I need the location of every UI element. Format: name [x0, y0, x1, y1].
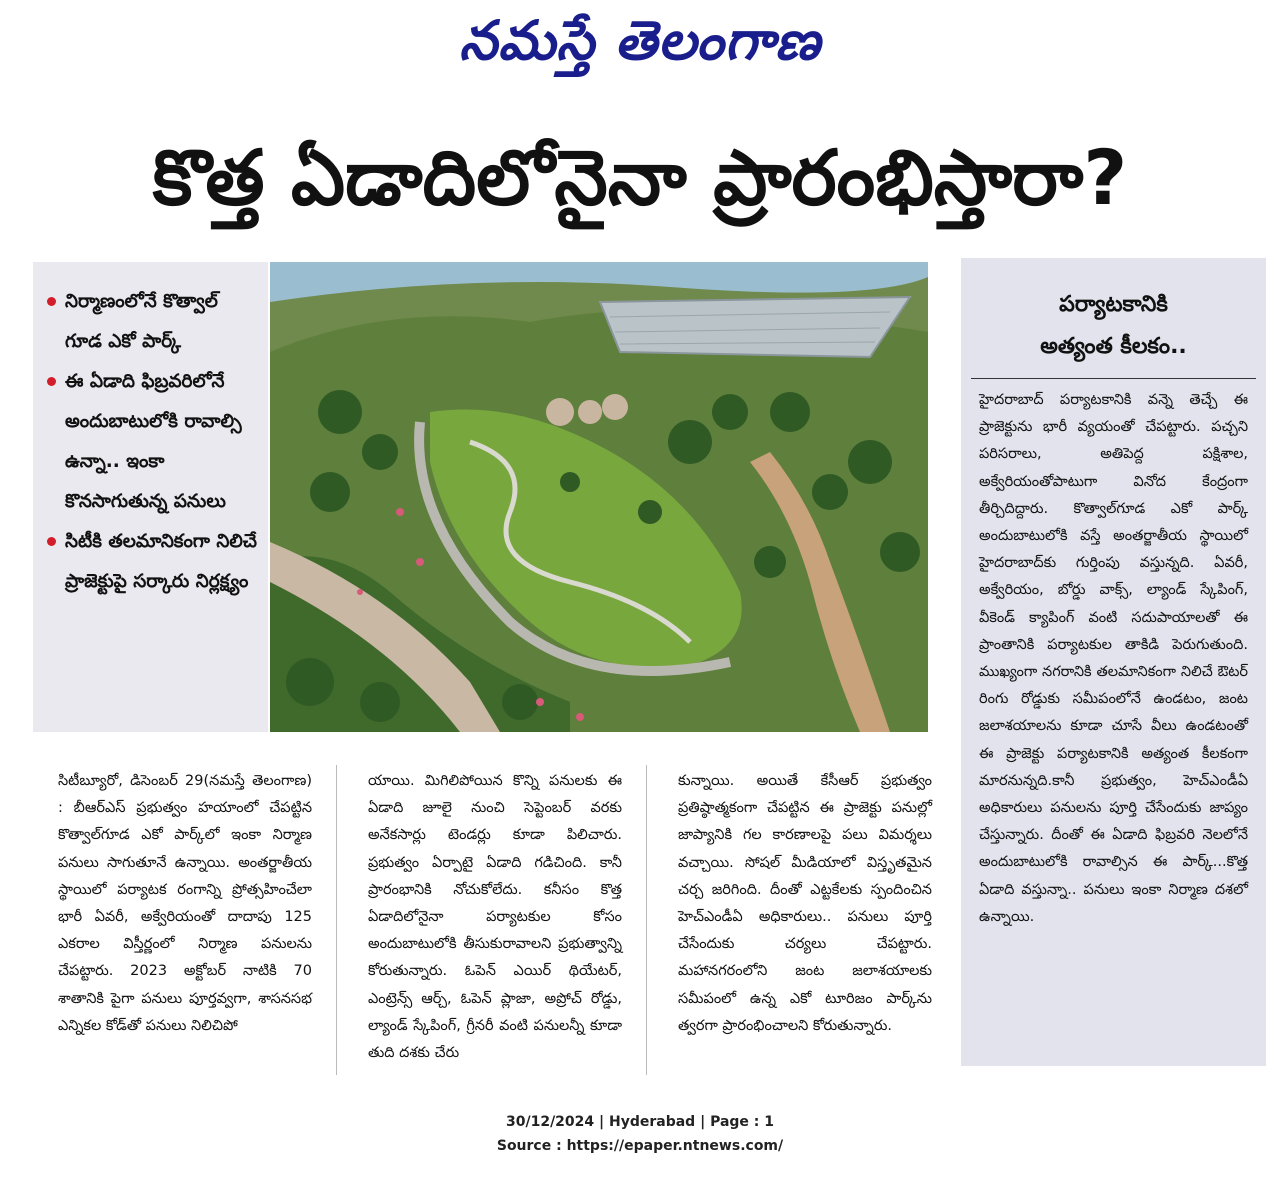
sidebar-box — [961, 258, 1266, 1066]
bullet-dot-icon — [47, 377, 56, 386]
column-divider — [646, 765, 647, 1075]
column-divider — [336, 765, 337, 1075]
footer-date-line: 30/12/2024 | Hyderabad | Page : 1 — [505, 1114, 775, 1130]
sidebar-body: హైదరాబాద్ పర్యాటకానికి వన్నె తెచ్చే ఈ ప్రాజెక్టును భారీ వ్యయంతో చేపట్టారు. పచ్చని పరిసరాలు, అతిపెద్ద పక్షిశాల, అక్వేరియంతోపాటుగా వినోద కేంద్రంగా తీర్చిదిద్దారు. కొత్వాల్‌గూడ ఎకో పార్క్ అందుబాటులోకి వస్తే అంతర్జాతీయ స్థాయిలో హైదరాబాద్‌కు గుర్తింపు వస్తున్నది. ఏవరీ, అక్వేరియం, బోర్డు వాక్స్, ల్యాండ్ స్కేపింగ్, వీకెండ్ క్యాపింగ్ వంటి సదుపాయాలతో ఈ ప్రాంతానికి పర్యాటకుల తాకిడి పెరుగుతుంది. ముఖ్యంగా నగరానికి తలమానికంగా నిలిచే ఔటర్ రింగు రోడ్డుకు సమీపంలోనే ఉండటం, జంట జలాశయాలను కూడా చూసే వీలు ఉండటంతో ఈ ప్రాజెక్టు పర్యాటకానికి అత్యంత కీలకంగా మారనున్నది.కానీ ప్రభుత్వం, హెచ్ఎండీఏ అధికారులు పనులను పూర్తి చేసేందుకు జాప్యం చేస్తున్నారు. దీంతో ఈ ఏడాది ఫిబ్రవరి నెలలోనే అందుబాటులోకి రావాల్సిన ఈ పార్క్...కొత్త ఏడాది వస్తున్నా.. పనులు ఇంకా నిర్మాణ దశలో ఉన్నాయి. — [979, 392, 1248, 925]
article-column-2: యాయి. మిగిలిపోయిన కొన్ని పనులకు ఈ ఏడాది జూలై నుంచి సెప్టెంబర్ వరకు అనేకసార్లు టెండర్లు కూడా పిలిచారు. ప్రభుత్వం ఏర్పాటై ఏడాది గడిచింది. కానీ ప్రారంభానికి నోచుకోలేదు. కనీసం కొత్త ఏడాదిలోనైనా పర్యాటకుల కోసం అందుబాటులోకి తీసుకురావాలని ప్రభుత్వాన్ని కోరుతున్నారు. ఓపెన్ ఎయిర్ థియేటర్, ఎంట్రెన్స్ ఆర్చ్, ఓపెన్ ప్లాజా, అప్రోచ్ రోడ్డు, ల్యాండ్ స్కేపింగ్, గ్రీనరీ వంటి పనులన్నీ కూడా తుది దశకు చేరు — [368, 773, 622, 1062]
footer-source-link[interactable]: Source : https://epaper.ntnews.com/ — [496, 1138, 784, 1154]
eco-park-aerial-photo — [270, 262, 928, 732]
bullet-dot-icon — [47, 537, 56, 546]
bullet-dot-icon — [47, 297, 56, 306]
masthead-logo: నమస్తే తెలంగాణ — [459, 8, 821, 72]
article-column-1: సిటీబ్యూరో, డిసెంబర్ 29(నమస్తే తెలంగాణ) : బీఆర్ఎస్ ప్రభుత్వం హయాంలో చేపట్టిన కొత్వాల్‌గూడ ఎకో పార్క్‌లో ఇంకా నిర్మాణ పనులు సాగుతూనే ఉన్నాయి. అంతర్జాతీయ స్థాయిలో పర్యాటక రంగాన్ని ప్రోత్సహించేలా భారీ ఏవరీ, అక్వేరియంతో దాదాపు 125 ఎకరాల విస్తీర్ణంలో నిర్మాణ పనులను చేపట్టారు. 2023 అక్టోబర్ నాటికి 70 శాతానికి పైగా పనులు పూర్తవ్వగా, శాసనసభ ఎన్నికల కోడ్‌తో పనులు నిలిచిపో — [58, 773, 312, 1034]
highlight-item: నిర్మాణంలోనే కొత్వాల్ గూడ ఎకో పార్క్ — [47, 282, 260, 362]
article-column-3: కున్నాయి. అయితే కేసీఆర్ ప్రభుత్వం ప్రతిష్ఠాత్మకంగా చేపట్టిన ఈ ప్రాజెక్టు పనుల్లో జాప్యానికి గల కారణాలపై పలు విమర్శలు వచ్చాయి. సోషల్ మీడియాలో విస్తృతమైన చర్చ జరిగింది. దీంతో ఎట్టకేలకు స్పందించిన హెచ్ఎండీఏ అధికారులు.. పనులు పూర్తి చేసేందుకు చర్యలు చేపట్టారు. మహానగరంలోని జంట జలాశయాలకు సమీపంలో ఉన్న ఎకో టూరిజం పార్క్‌ను త్వరగా ప్రారంభించాలని కోరుతున్నారు. — [678, 773, 932, 1034]
highlight-item: సిటీకి తలమానికంగా నిలిచే ప్రాజెక్టుపై సర్కారు నిర్లక్ష్యం — [47, 522, 260, 602]
sidebar-heading: పర్యాటకానికి అత్యంత కీలకం.. — [1040, 292, 1187, 359]
highlights-box — [33, 262, 268, 732]
headline: కొత్త ఏడాదిలోనైనా ప్రారంభిస్తారా? — [152, 133, 1128, 222]
highlight-item: ఈ ఏడాది ఫిబ్రవరిలోనే అందుబాటులోకి రావాల్సి ఉన్నా.. ఇంకా కొనసాగుతున్న పనులు — [47, 362, 260, 522]
